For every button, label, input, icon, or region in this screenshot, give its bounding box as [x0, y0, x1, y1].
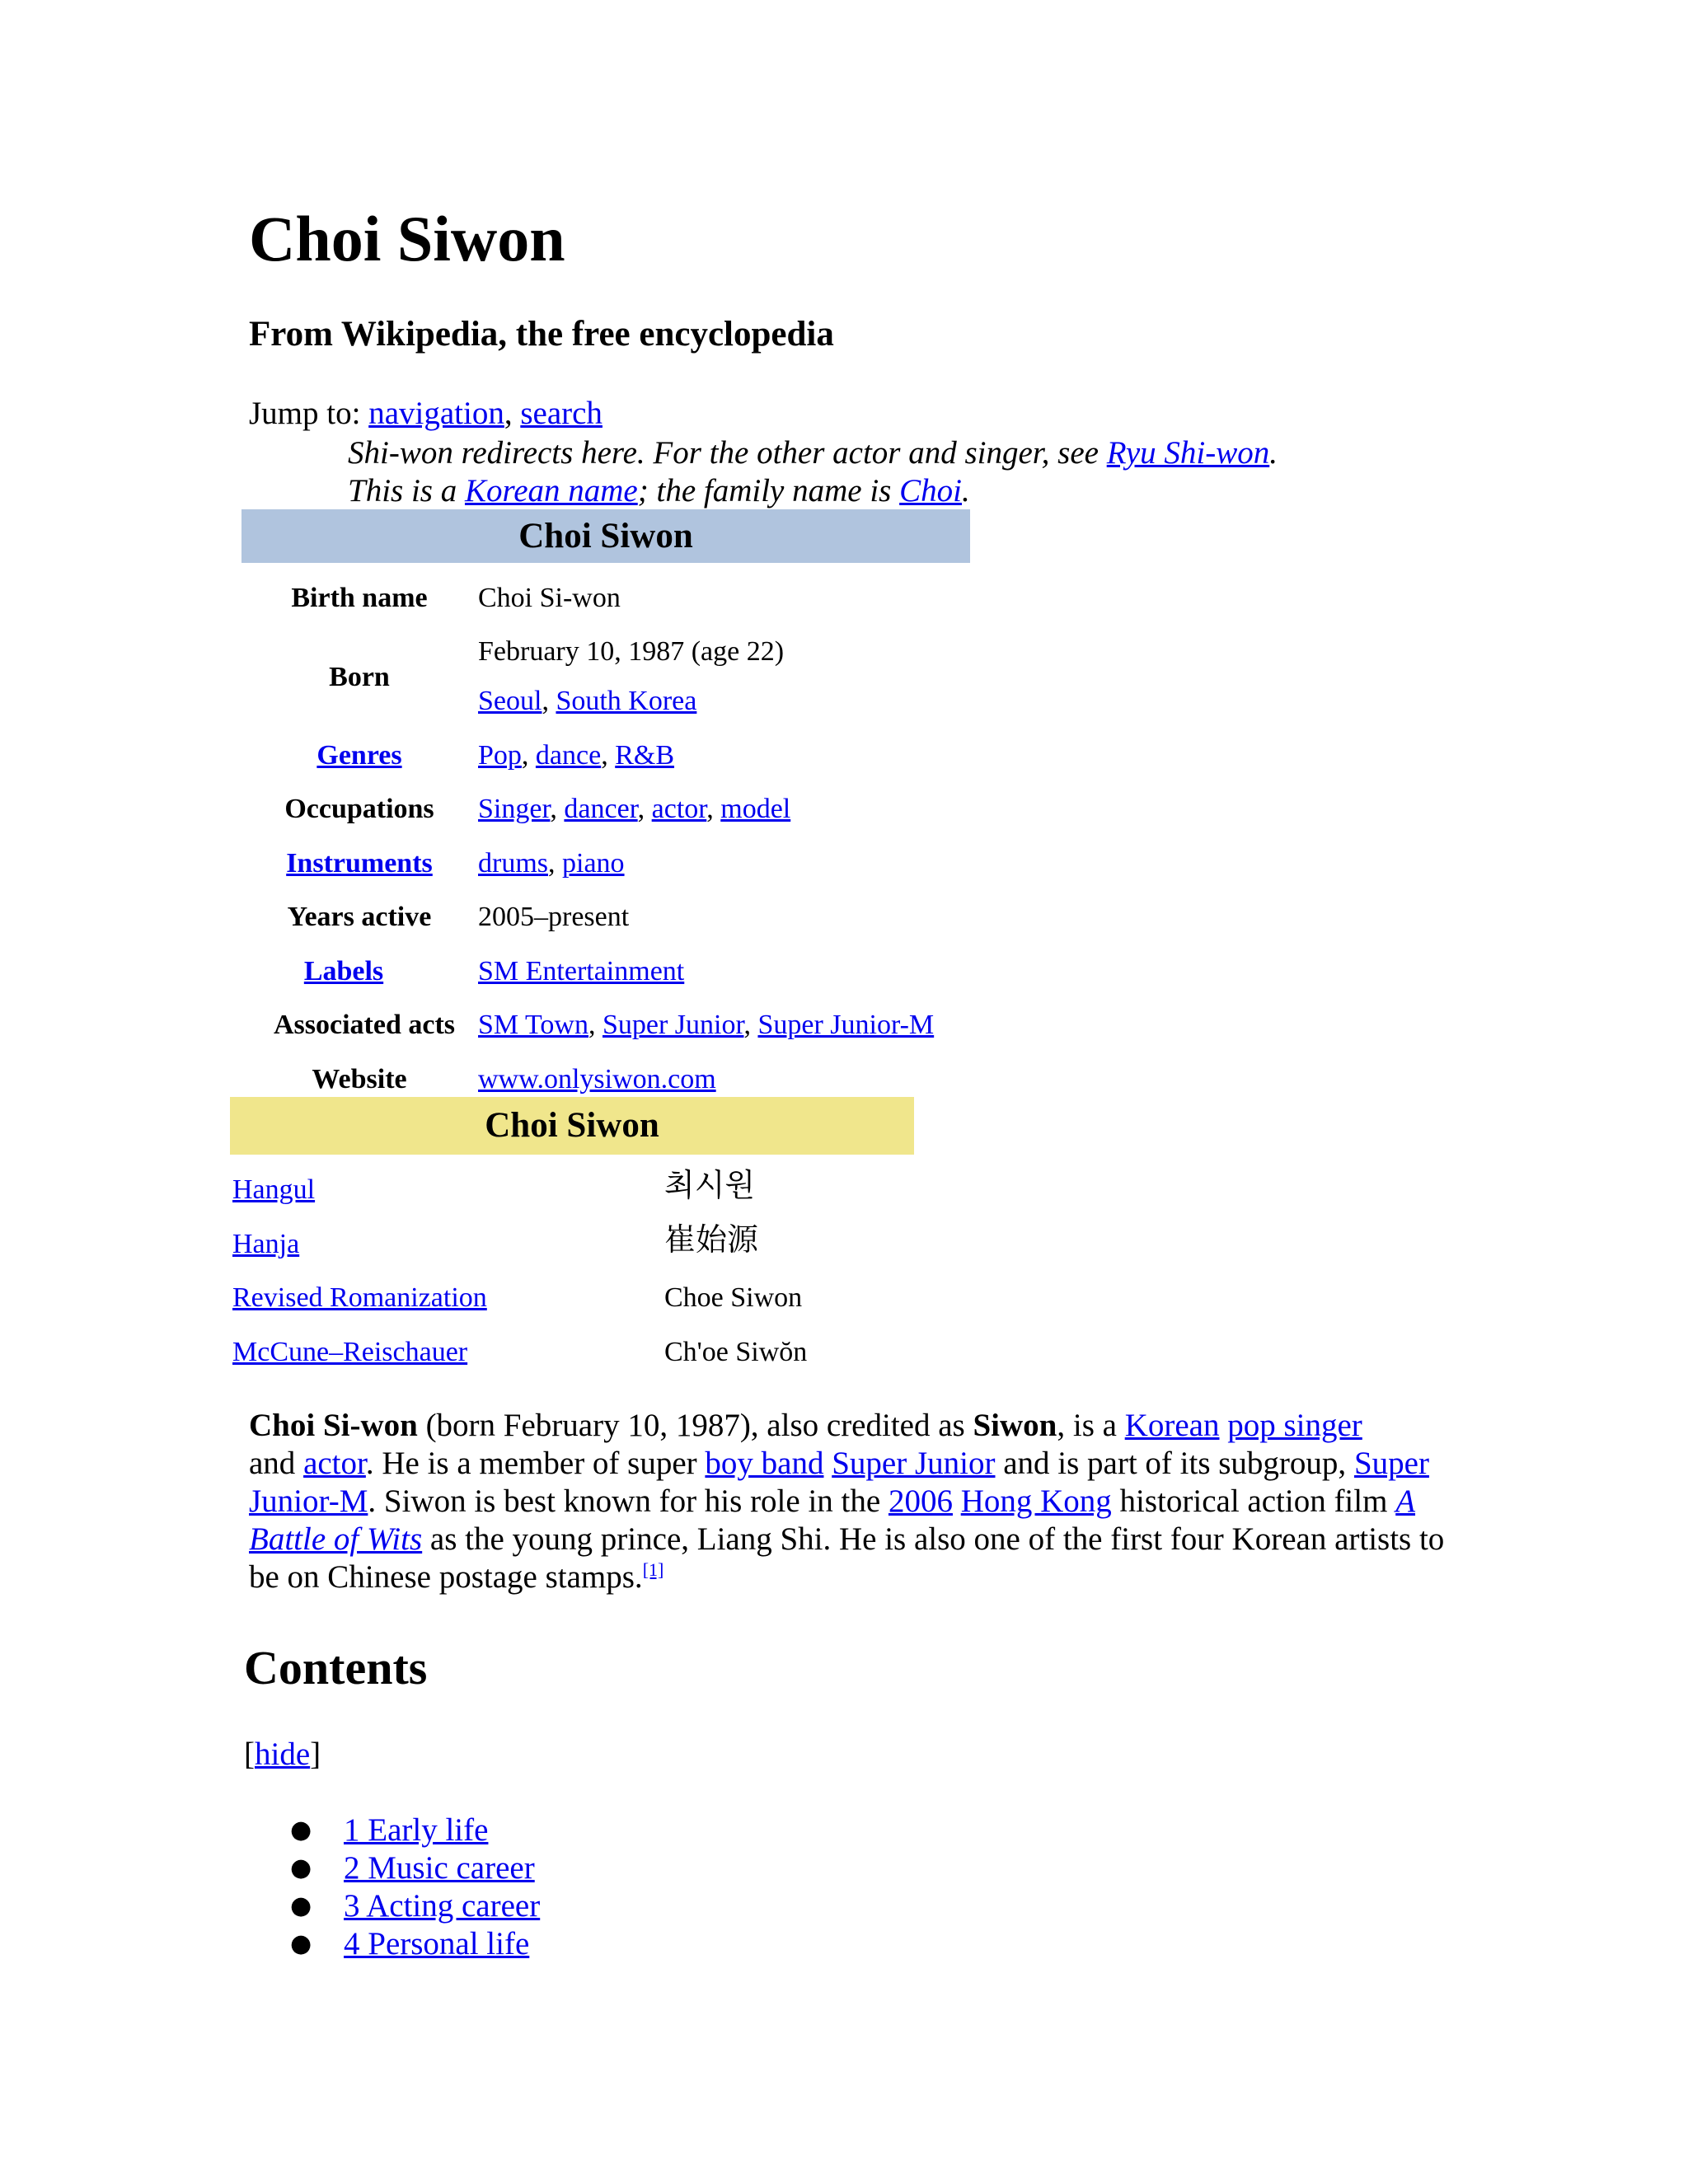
mccune-reischauer-link[interactable]: McCune–Reischauer: [232, 1337, 468, 1367]
super-junior-link[interactable]: Super Junior: [832, 1446, 996, 1481]
intro-text-10: historical action film: [1111, 1483, 1396, 1519]
associated-acts-value: SM Town, Super Junior, Super Junior-M: [478, 1010, 935, 1040]
korean-name-link[interactable]: Korean name: [464, 473, 638, 509]
intro-text-1: (born February 10, 1987), also credited as: [417, 1408, 973, 1443]
intro-paragraph: [249, 1407, 1469, 1596]
intro-text-4: and: [249, 1446, 304, 1481]
website-link[interactable]: www.onlysiwon.com: [478, 1064, 716, 1094]
instruments-label-link[interactable]: Instruments: [286, 848, 433, 879]
revised-romanization-label-cell: [232, 1280, 487, 1316]
genres-label-link[interactable]: Genres: [316, 740, 402, 771]
intro-bold-alias: Siwon: [973, 1408, 1057, 1443]
page-title: Choi Siwon: [249, 203, 565, 274]
korean-link[interactable]: Korean: [1124, 1408, 1220, 1443]
born-place: Seoul, South Korea: [478, 686, 697, 716]
toc-item: [290, 1811, 540, 1849]
toc-toggle-open: [: [244, 1736, 255, 1772]
seoul-link[interactable]: Seoul: [478, 686, 542, 716]
bullet-icon: ●: [290, 1929, 312, 1958]
bullet-icon: ●: [290, 1816, 312, 1844]
jump-to-line: [249, 394, 603, 434]
south-korea-link[interactable]: South Korea: [556, 686, 697, 716]
occupations-value: Singer, dancer, actor, model: [478, 794, 791, 824]
instrument-piano-link[interactable]: piano: [562, 848, 625, 879]
website-label: Website: [312, 1064, 407, 1094]
reference-1-link[interactable]: [1]: [642, 1559, 664, 1580]
revised-romanization-link[interactable]: Revised Romanization: [232, 1282, 487, 1313]
intro-bold-name: Choi Si-won: [249, 1408, 418, 1443]
occupation-model-link[interactable]: model: [720, 794, 791, 824]
hatnote-redirect-text: Shi-won redirects here. For the other actor and singer, see: [348, 435, 1107, 471]
jump-separator: ,: [504, 396, 521, 431]
hatnote-redirect: [348, 434, 1278, 473]
jump-search-link[interactable]: search: [520, 396, 603, 431]
intro-text-9: [953, 1483, 961, 1519]
year-2006-link[interactable]: 2006: [888, 1483, 953, 1519]
bullet-icon: ●: [290, 1891, 312, 1920]
hatnote-name-text: This is a: [348, 473, 465, 509]
revised-romanization-value: Choe Siwon: [664, 1282, 803, 1313]
boy-band-link[interactable]: boy band: [705, 1446, 824, 1481]
ryu-shi-won-link[interactable]: Ryu Shi-won: [1106, 435, 1270, 471]
actor-link[interactable]: actor: [303, 1446, 366, 1481]
birth-name-value: Choi Si-won: [478, 583, 621, 613]
choi-link[interactable]: Choi: [899, 473, 962, 509]
korean-name-header: Choi Siwon: [230, 1097, 914, 1155]
intro-text-3: [1219, 1408, 1227, 1443]
instruments-label-cell: [239, 846, 480, 882]
toc-acting-career-link[interactable]: 3 Acting career: [344, 1888, 541, 1924]
mccune-reischauer-label-cell: [232, 1334, 467, 1371]
hangul-link[interactable]: Hangul: [232, 1174, 316, 1205]
sm-entertainment-link[interactable]: SM Entertainment: [478, 956, 685, 987]
hangul-value: 최시원: [664, 1167, 756, 1203]
born-date: February 10, 1987 (age 22): [478, 636, 785, 667]
occupation-actor-link[interactable]: actor: [651, 794, 707, 824]
pop-singer-link[interactable]: pop singer: [1227, 1408, 1362, 1443]
hatnote-name-mid: ; the family name is: [637, 473, 900, 509]
labels-label-link[interactable]: Labels: [303, 956, 384, 987]
hanja-value: 崔始源: [664, 1221, 759, 1258]
hatnote-name-end: .: [961, 473, 970, 509]
genre-dance-link[interactable]: dance: [535, 740, 602, 771]
intro-text-7: and is part of its subgroup,: [995, 1446, 1354, 1481]
toc-item: [290, 1887, 540, 1925]
instruments-value: drums, piano: [478, 848, 625, 879]
genre-pop-link[interactable]: Pop: [478, 740, 522, 771]
jump-to-label: Jump to:: [249, 396, 369, 431]
genre-rnb-link[interactable]: R&B: [615, 740, 675, 771]
mccune-reischauer-value: Ch'oe Siwŏn: [664, 1337, 808, 1367]
hide-toc-link[interactable]: hide: [255, 1736, 311, 1772]
years-active-label: Years active: [287, 902, 432, 932]
toc-list: [290, 1811, 540, 1963]
labels-label-cell: [239, 954, 448, 990]
toc-early-life-link[interactable]: 1 Early life: [344, 1812, 489, 1848]
associated-acts-label: Associated acts: [273, 1010, 456, 1040]
battle-of-wits-link[interactable]: A Battle of Wits: [249, 1483, 1416, 1557]
genres-value: Pop, dance, R&B: [478, 740, 675, 771]
labels-value-cell: [478, 954, 684, 990]
hong-kong-link[interactable]: Hong Kong: [960, 1483, 1112, 1519]
born-label: Born: [329, 662, 390, 692]
toc-toggle: [244, 1735, 321, 1774]
toc-personal-life-link[interactable]: 4 Personal life: [344, 1926, 530, 1961]
genres-label-cell: [239, 738, 480, 774]
intro-text-2: , is a: [1057, 1408, 1125, 1443]
toc-toggle-close: ]: [310, 1736, 321, 1772]
toc-music-career-link[interactable]: 2 Music career: [344, 1850, 535, 1886]
hatnote-korean-name: [348, 471, 970, 511]
intro-text-6: [823, 1446, 832, 1481]
super-junior-m-link[interactable]: Super Junior-M: [249, 1446, 1429, 1519]
instrument-drums-link[interactable]: drums: [478, 848, 548, 879]
toc-item: [290, 1849, 540, 1887]
years-active-value: 2005–present: [478, 902, 630, 932]
hanja-label-cell: [232, 1226, 299, 1263]
birth-name-label: Birth name: [291, 583, 428, 613]
hanja-link[interactable]: Hanja: [232, 1229, 300, 1259]
occupation-singer-link[interactable]: Singer: [478, 794, 551, 824]
occupation-dancer-link[interactable]: dancer: [564, 794, 638, 824]
intro-text-11: as the young prince, Liang Shi. He is also one of the first four Korean artists to be on Chinese postage stamps.: [249, 1521, 1445, 1595]
bullet-icon: ●: [290, 1854, 312, 1882]
page-subtitle: From Wikipedia, the free encyclopedia: [249, 315, 834, 354]
website-value-cell: [478, 1062, 716, 1098]
contents-heading: Contents: [244, 1641, 428, 1694]
intro-text-8: . Siwon is best known for his role in the: [368, 1483, 889, 1519]
super-junior-m-act-link[interactable]: Super Junior-M: [757, 1010, 935, 1040]
infobox-header: Choi Siwon: [241, 509, 970, 563]
intro-text-5: . He is a member of super: [365, 1446, 706, 1481]
hatnote-redirect-end: .: [1269, 435, 1278, 471]
sm-town-link[interactable]: SM Town: [478, 1010, 588, 1040]
occupations-label: Occupations: [284, 794, 434, 824]
jump-navigation-link[interactable]: navigation: [368, 396, 504, 431]
toc-item: [290, 1925, 540, 1963]
hangul-label-cell: [232, 1172, 315, 1208]
super-junior-act-link[interactable]: Super Junior: [602, 1010, 744, 1040]
